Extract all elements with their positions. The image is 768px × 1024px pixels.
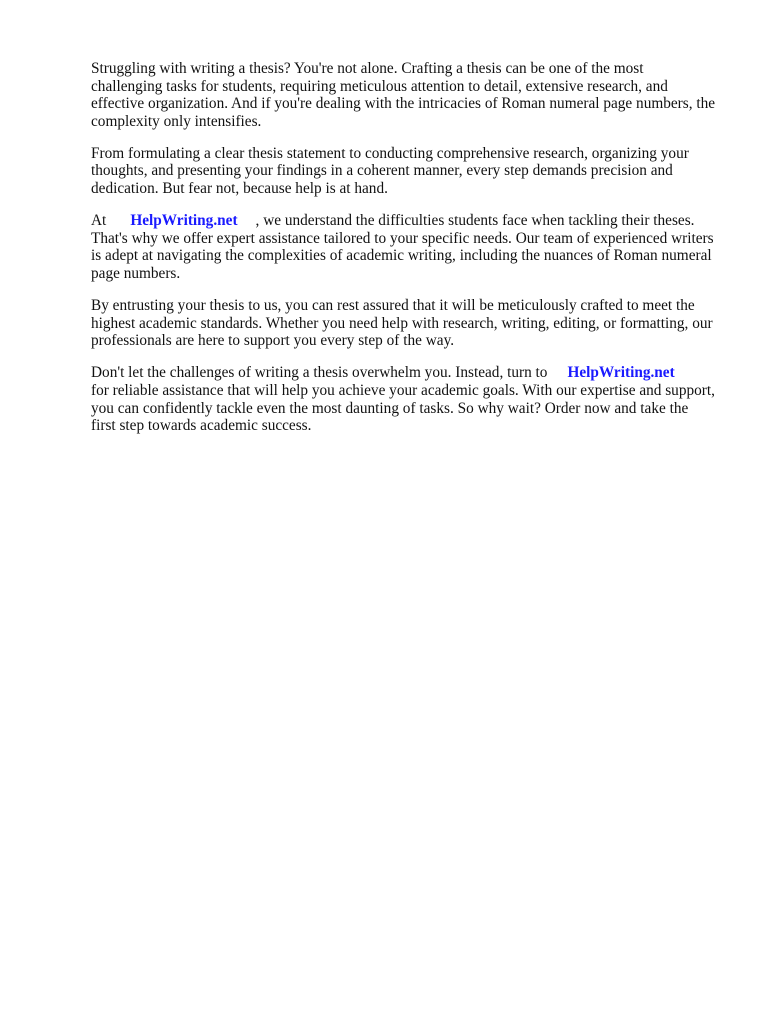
- paragraph-service-lead: At: [91, 212, 107, 230]
- document-body: [91, 60, 716, 449]
- helpwriting-link-2[interactable]: HelpWriting.net: [567, 364, 675, 382]
- paragraph-call-to-action: [91, 364, 716, 434]
- paragraph-service-text: , we understand the difficulties students face when tackling their theses. That's why we offer expert assistance tailored to your specific needs. Our team of experienced writers is adept at navigating the complexities of academic writing, including the nuances of Roman numeral page numbers.: [91, 212, 714, 282]
- paragraph-assurance: By entrusting your thesis to us, you can rest assured that it will be meticulously crafted to meet the highest academic standards. Whether you need help with research, writing, editing, or formatting, our professionals are here to support you every step of the way.: [91, 297, 713, 350]
- paragraph-intro: Struggling with writing a thesis? You're not alone. Crafting a thesis can be one of the most challenging tasks for students, requiring meticulous attention to detail, extensive research, and effective organization. And if you're dealing with the intricacies of Roman numeral page numbers, the complexity only intensifies.: [91, 60, 716, 130]
- paragraph-process: From formulating a clear thesis statement to conducting comprehensive research, organizing your thoughts, and presenting your findings in a coherent manner, every step demands precision and dedication. But fear not, because help is at hand.: [91, 144, 689, 198]
- paragraph-cta-lead: Don't let the challenges of writing a thesis overwhelm you. Instead, turn to: [91, 364, 548, 382]
- paragraph-cta-text: for reliable assistance that will help you achieve your academic goals. With our expertise and support, you can confidently tackle even the most daunting of tasks. So why wait? Order now and take the first step towards academic success.: [91, 381, 715, 435]
- helpwriting-link-1[interactable]: HelpWriting.net: [130, 212, 238, 230]
- paragraph-service: [91, 212, 716, 282]
